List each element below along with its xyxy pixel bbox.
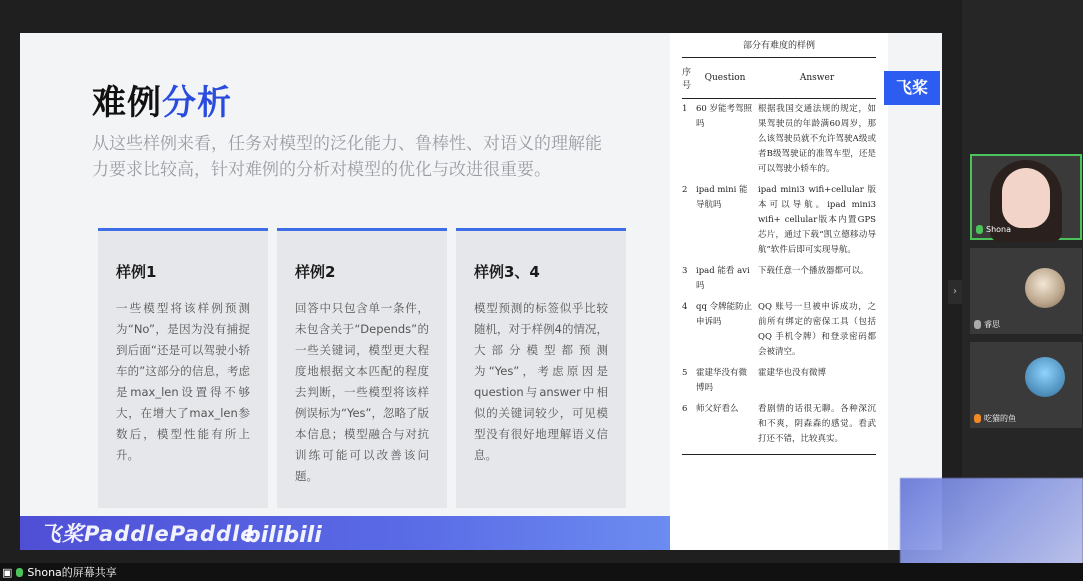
table-row xyxy=(670,180,888,261)
example-card-1 xyxy=(98,228,268,508)
presentation-slide xyxy=(20,33,942,550)
slide-title xyxy=(92,75,232,124)
table-row xyxy=(670,99,888,180)
participant-tile-shona[interactable] xyxy=(970,154,1082,240)
screen-share-status-bar xyxy=(0,563,1083,581)
avatar xyxy=(1025,268,1065,308)
microphone-icon xyxy=(974,320,981,329)
row-no: 2 xyxy=(682,185,688,195)
row-question: 霍建华没有微博吗 xyxy=(696,368,748,393)
share-label: Shona的屏幕共享 xyxy=(27,566,117,579)
participant-tile-3[interactable] xyxy=(970,342,1082,428)
row-no: 1 xyxy=(682,104,688,114)
row-no: 6 xyxy=(682,404,688,414)
participant-name: Shona xyxy=(986,225,1012,234)
example-card-3 xyxy=(456,228,626,508)
row-no: 5 xyxy=(682,368,688,378)
microphone-icon xyxy=(974,414,981,423)
header-answer: Answer xyxy=(799,73,835,83)
header-question: Question xyxy=(704,73,746,83)
example-card-2 xyxy=(277,228,447,508)
row-no: 3 xyxy=(682,266,688,276)
row-answer: 看剧情的话很无聊。各种深沉和不爽，阴森森的感觉。看武打还不错，比较真实。 xyxy=(758,404,876,444)
table-row xyxy=(670,261,888,297)
table-caption: 部分有难度的样例 xyxy=(742,41,815,51)
paddlepaddle-watermark: 飞桨PaddlePaddle xyxy=(40,522,256,546)
table-row xyxy=(670,363,888,399)
row-question: qq 令牌能防止申诉吗 xyxy=(696,302,753,327)
row-answer: 下载任意一个播放器都可以。 xyxy=(758,266,869,276)
row-no: 4 xyxy=(682,302,688,312)
row-question: ipad 能看 avi 吗 xyxy=(696,266,750,291)
table-row xyxy=(670,297,888,363)
row-answer: 根据我国交通法规的规定，如果驾驶员的年龄满60周岁，那么该驾驶员就不允许驾驶A级或者B级驾驶证的准驾车型，还是可以驾驶小轿车的。 xyxy=(758,104,876,174)
paper-table-excerpt xyxy=(670,33,888,550)
row-answer: QQ 账号一旦被申诉成功，之前所有绑定的密保工具（包括 QQ 手机令牌）和登录密码都会被清空。 xyxy=(758,302,876,357)
participant-tile-2[interactable] xyxy=(970,248,1082,334)
microphone-icon xyxy=(976,225,983,234)
row-answer: ipad mini3 wifi+cellular 版本可以导航。ipad mini3 wifi+ cellular版本内置GPS芯片，通过下载“凯立德移动导航”软件后即可实现导航。 xyxy=(758,185,876,255)
avatar xyxy=(1025,357,1065,397)
card-title: 样例1 xyxy=(116,263,157,281)
participant-name: 睿思 xyxy=(984,320,1000,329)
table-row xyxy=(670,399,888,450)
card-body: 一些模型将该样例预测为“No”，是因为没有捕捉到后面“还是可以驾驶小轿车的”这部分的信息，考虑是max_len设置得不够大，在增大了max_len参数后，模型性能有所上升。 xyxy=(116,301,250,462)
title-main: 难例 xyxy=(92,83,162,123)
paddle-logo: 飞桨 xyxy=(884,71,940,105)
row-answer: 霍建华也没有微博 xyxy=(758,368,827,378)
microphone-icon xyxy=(16,568,23,577)
collapse-panel-button[interactable] xyxy=(948,280,962,304)
bilibili-watermark: bilibili xyxy=(245,523,322,548)
participant-name: 吃猫的鱼 xyxy=(984,414,1016,423)
row-question: 师父好看么 xyxy=(696,404,739,414)
card-body: 模型预测的标签似乎比较随机，对于样例4的情况，大部分模型都预测为“Yes”，考虑原因是question与answer中相似的关键词较少，可见模型没有很好地理解语义信息。 xyxy=(474,301,608,462)
card-body: 回答中只包含单一条件，未包含关于“Depends”的一些关键词，模型更大程度地根据文本匹配的程度去判断，一些模型将该样例误标为“Yes”，忽略了版本信息；模型融合与对抗训练可能可以改善该问题。 xyxy=(295,301,429,483)
row-question: ipad mini 能导航吗 xyxy=(696,185,748,210)
card-title: 样例2 xyxy=(295,263,336,281)
header-no: 序号 xyxy=(682,68,692,91)
title-accent: 分析 xyxy=(162,83,232,123)
row-question: 60 岁能考驾照吗 xyxy=(696,104,753,129)
card-title: 样例3、4 xyxy=(474,263,540,281)
chevron-right-icon: › xyxy=(953,286,957,297)
table-header xyxy=(670,58,888,98)
screen-icon: ▣ xyxy=(2,565,13,579)
slide-lead-text: 从这些样例来看，任务对模型的泛化能力、鲁棒性、对语义的理解能力要求比较高，针对难例的分析对模型的优化与改进很重要。 xyxy=(92,134,602,180)
